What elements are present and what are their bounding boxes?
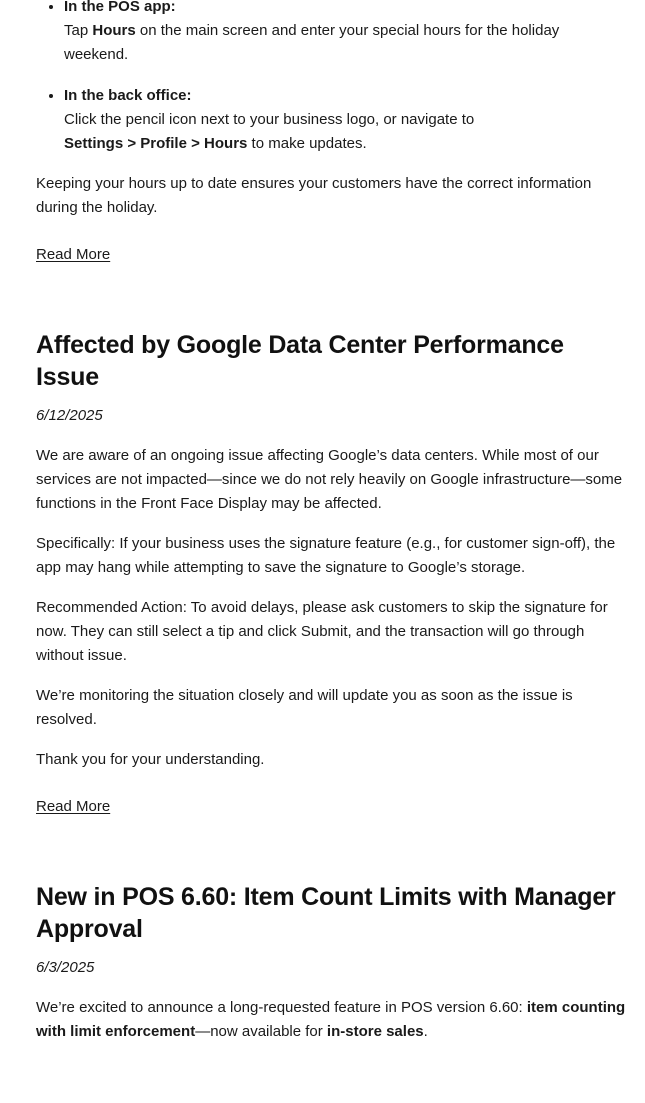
- post-paragraph: [36, 996, 626, 1044]
- list-item-text: Click the pencil icon next to your business logo, or navigate to: [64, 111, 475, 128]
- news-page: [36, 0, 626, 1060]
- list-item-text: to make updates.: [247, 135, 367, 152]
- read-more-link[interactable]: Read More: [36, 246, 111, 263]
- post-title: New in POS 6.60: Item Count Limits with Manager Approval: [36, 883, 616, 943]
- instructions-list: [36, 0, 626, 156]
- post-date: 6/12/2025: [36, 407, 103, 424]
- post-google-issue: [36, 329, 626, 819]
- post-paragraph: Specifically: If your business uses the signature feature (e.g., for customer sign-off), the app may hang while attempting to save the signature to Google’s storage.: [36, 535, 616, 576]
- post-paragraph: We are aware of an ongoing issue affecting Google’s data centers. While most of our services are not impacted—since we do not rely heavily on Google infrastructure—some functions in the Front Face Display may be affected.: [36, 447, 623, 512]
- post-title: Affected by Google Data Center Performance Issue: [36, 331, 564, 391]
- post-paragraph: Keeping your hours up to date ensures your customers have the correct information during the holiday.: [36, 175, 592, 216]
- list-item-heading: In the POS app:: [64, 0, 176, 15]
- read-more-link[interactable]: Read More: [36, 798, 111, 815]
- post-text: .: [423, 1023, 428, 1040]
- post-paragraph: Recommended Action: To avoid delays, please ask customers to skip the signature for now. They can still select a tip and click Submit, and the transaction will go through without issue.: [36, 599, 608, 664]
- post-paragraph: Thank you for your understanding.: [36, 751, 265, 768]
- list-item: [64, 83, 626, 156]
- post-text: We’re excited to announce a long-requested feature in POS version 6.60:: [36, 999, 527, 1016]
- list-item: [64, 0, 626, 67]
- post-holiday-hours: [36, 0, 626, 267]
- post-paragraph: We’re monitoring the situation closely and will update you as soon as the issue is resolved.: [36, 687, 573, 728]
- post-date: 6/3/2025: [36, 959, 95, 976]
- list-item-heading: In the back office:: [64, 87, 192, 104]
- list-item-text: Tap: [64, 22, 93, 39]
- list-item-bold: Settings > Profile > Hours: [64, 135, 248, 152]
- post-bold-text: in-store sales: [326, 1023, 424, 1040]
- post-text: —now available for: [195, 1023, 327, 1040]
- post-pos-660: [36, 881, 626, 1044]
- post-bold-text: item counting with limit enforcement: [36, 999, 626, 1040]
- list-item-bold: Hours: [92, 22, 136, 39]
- list-item-text: on the main screen and enter your special hours for the holiday weekend.: [64, 22, 560, 63]
